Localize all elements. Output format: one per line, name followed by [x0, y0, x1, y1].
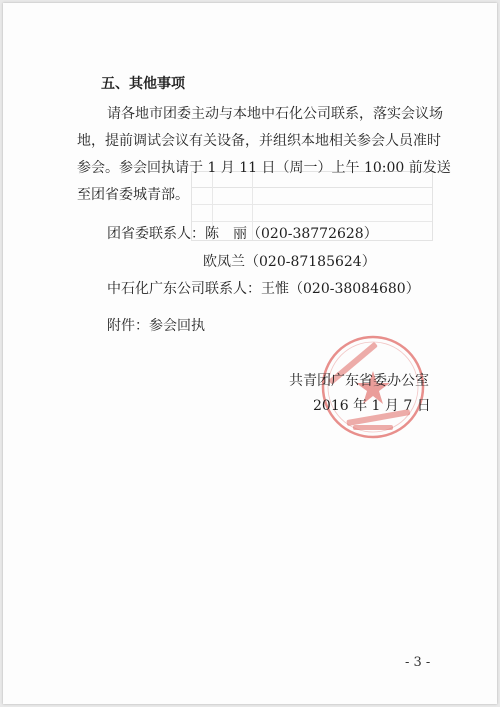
- attachment-line: 附件：参会回执: [107, 318, 205, 334]
- youth-league-contact-label: 团省委联系人：: [107, 226, 205, 242]
- paragraph-line-3: 参会。参会回执请于 1 月 11 日（周一）上午 10:00 前发送: [77, 160, 451, 176]
- paragraph-line-1: 请各地市团委主动与本地中石化公司联系，落实会议场: [107, 106, 443, 122]
- page-number: - 3 -: [405, 655, 431, 670]
- section-heading: 五、其他事项: [101, 76, 185, 92]
- paragraph-line-4: 至团省委城青部。: [77, 187, 189, 203]
- paragraph-line-2: 地，提前调试会议有关设备，并组织本地相关参会人员准时: [77, 133, 441, 149]
- signature-date: 2016 年 1 月 7 日: [313, 398, 431, 414]
- contact-line-3: [107, 279, 420, 299]
- youth-league-contact-2: 欧凤兰（020-87185624）: [203, 254, 376, 270]
- contact-line-1: [107, 224, 378, 244]
- sinopec-contact-label: 中石化广东公司联系人：: [107, 281, 261, 297]
- sinopec-contact: 王惟（020-38084680）: [261, 281, 420, 297]
- signature-organization: 共青团广东省委办公室: [289, 373, 429, 389]
- youth-league-contact-1: 陈 丽（020-38772628）: [205, 226, 378, 242]
- document-page: [3, 3, 497, 704]
